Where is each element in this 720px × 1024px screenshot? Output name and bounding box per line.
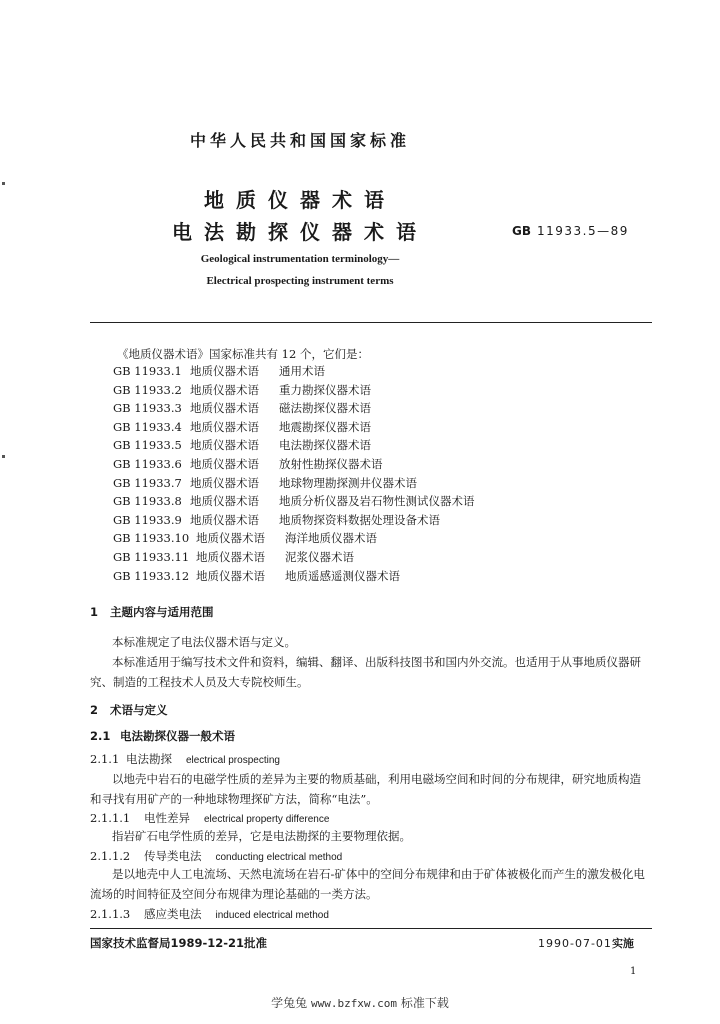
term-chinese: 电法勘探 <box>126 752 172 766</box>
series-code: GB 11933.2 <box>113 382 182 397</box>
scan-speck <box>2 455 5 458</box>
term-definition: 是以地壳中人工电流场、天然电流场在岩石-矿体中的空间分布规律和由于矿体被极化而产生的激发极化电流场的时间特征及空间分布规律为理论基础的一类方法。 <box>90 867 645 901</box>
term-english: induced electrical method <box>215 910 329 921</box>
term-chinese: 感应类电法 <box>144 907 202 921</box>
series-row <box>113 362 475 381</box>
series-code: GB 11933.6 <box>113 456 182 471</box>
series-subject: 重力勘探仪器术语 <box>279 382 371 397</box>
series-volume: 地质仪器术语 <box>190 364 259 378</box>
implement-date: 1990-07-01 <box>538 937 612 950</box>
series-volume: 地质仪器术语 <box>190 401 259 416</box>
term-number: 2.1.1.3 <box>90 907 131 921</box>
term-number: 2.1.1.1 <box>90 811 131 825</box>
series-code: GB 11933.5 <box>113 438 182 453</box>
english-title-line2: Electrical prospecting instrument terms <box>206 275 394 287</box>
term-entry <box>90 751 280 767</box>
series-code: GB 11933.3 <box>113 401 182 416</box>
series-subject: 电法勘探仪器术语 <box>279 438 371 453</box>
series-row <box>113 474 475 493</box>
series-volume: 地质仪器术语 <box>196 568 265 583</box>
series-code: GB 11933.9 <box>113 512 182 527</box>
series-volume: 地质仪器术语 <box>190 512 259 527</box>
series-row <box>113 418 475 437</box>
series-row <box>113 381 475 400</box>
document-title-line2: 电法勘探仪器术语 <box>172 220 428 244</box>
watermark-url: www.bzfxw.com <box>310 997 398 1010</box>
series-row <box>113 492 475 511</box>
series-row <box>113 567 475 586</box>
series-subject: 地球物理勘探测井仪器术语 <box>279 475 417 490</box>
series-volume: 地质仪器术语 <box>190 494 259 509</box>
term-english: conducting electrical method <box>215 852 343 863</box>
section1-para1: 本标准规定了电法仪器术语与定义。 <box>112 635 296 649</box>
footer-rule <box>90 928 652 929</box>
standard-code <box>512 224 629 238</box>
series-volume: 地质仪器术语 <box>190 419 259 434</box>
series-subject: 磁法勘探仪器术语 <box>279 401 371 416</box>
series-code: GB 11933.8 <box>113 494 182 509</box>
section1-para2: 本标准适用于编写技术文件和资料，编辑、翻译、出版科技图书和国内外交流。也适用于从事地质仪器研究、制造的工程技术人员及大专院校师生。 <box>90 655 641 689</box>
series-row <box>113 399 475 418</box>
series-code: GB 11933.7 <box>113 475 182 490</box>
section2-number: 2 <box>90 703 99 717</box>
series-row <box>113 436 475 455</box>
series-subject: 地震勘探仪器术语 <box>279 419 371 434</box>
series-volume: 地质仪器术语 <box>190 382 259 397</box>
term-entry <box>90 848 342 864</box>
code-prefix: GB <box>512 224 531 238</box>
term-definition: 以地壳中岩石的电磁学性质的差异为主要的物质基础，利用电磁场空间和时间的分布规律，研究地质构造和寻找有用矿产的一种地球物理探矿方法，简称“电法”。 <box>90 772 641 806</box>
watermark-tail: 标准下载 <box>400 996 449 1010</box>
implementation-note <box>538 935 634 951</box>
series-row <box>113 511 475 530</box>
series-row <box>113 529 475 548</box>
watermark-name: 学兔兔 <box>271 996 308 1010</box>
code-number: 11933.5—89 <box>537 224 629 238</box>
series-subject: 通用术语 <box>279 364 325 378</box>
series-subject: 海洋地质仪器术语 <box>285 531 377 546</box>
section1-title: 主题内容与适用范围 <box>110 605 214 619</box>
term-entry <box>90 810 329 826</box>
header-rule <box>90 322 652 323</box>
term-chinese: 电性差异 <box>144 811 190 825</box>
implement-label: 实施 <box>611 937 634 950</box>
series-subject: 放射性勘探仪器术语 <box>279 456 383 471</box>
series-subject: 地质分析仪器及岩石物性测试仪器术语 <box>279 494 475 509</box>
series-volume: 地质仪器术语 <box>190 438 259 453</box>
series-intro: 《地质仪器术语》国家标准共有 12 个，它们是： <box>117 347 369 361</box>
page-number: 1 <box>630 966 637 977</box>
series-row <box>113 455 475 474</box>
english-title-line1: Geological instrumentation terminology— <box>200 253 400 265</box>
series-code: GB 11933.12 <box>113 568 190 583</box>
subsection-title: 电法勘探仪器一般术语 <box>120 729 235 743</box>
term-definition: 指岩矿石电学性质的差异，它是电法勘探的主要物理依据。 <box>112 829 411 843</box>
term-english: electrical property difference <box>204 814 330 825</box>
series-volume: 地质仪器术语 <box>196 531 265 546</box>
subsection-heading <box>90 728 235 744</box>
series-code: GB 11933.1 <box>113 364 182 378</box>
section2-title: 术语与定义 <box>110 703 168 717</box>
series-subject: 地质遥感遥测仪器术语 <box>285 568 400 583</box>
series-list <box>113 362 475 585</box>
series-volume: 地质仪器术语 <box>196 549 265 564</box>
term-chinese: 传导类电法 <box>144 849 202 863</box>
term-number: 2.1.1.2 <box>90 849 131 863</box>
series-subject: 地质物探资料数据处理设备术语 <box>279 512 440 527</box>
series-volume: 地质仪器术语 <box>190 475 259 490</box>
series-code: GB 11933.10 <box>113 531 190 546</box>
term-entry <box>90 906 329 922</box>
approval-note: 国家技术监督局1989-12-21批准 <box>90 936 268 950</box>
document-title-line1: 地质仪器术语 <box>204 188 396 212</box>
series-row <box>113 548 475 567</box>
term-number: 2.1.1 <box>90 752 120 766</box>
section1-heading <box>90 604 214 620</box>
series-subject: 泥浆仪器术语 <box>285 549 354 564</box>
series-code: GB 11933.11 <box>113 549 190 564</box>
subsection-number: 2.1 <box>90 729 111 743</box>
series-code: GB 11933.4 <box>113 419 182 434</box>
section2-heading <box>90 702 168 718</box>
term-english: electrical prospecting <box>186 755 280 766</box>
section1-number: 1 <box>90 605 99 619</box>
standard-category: 中华人民共和国国家标准 <box>189 131 410 150</box>
series-volume: 地质仪器术语 <box>190 456 259 471</box>
watermark <box>0 994 720 1011</box>
